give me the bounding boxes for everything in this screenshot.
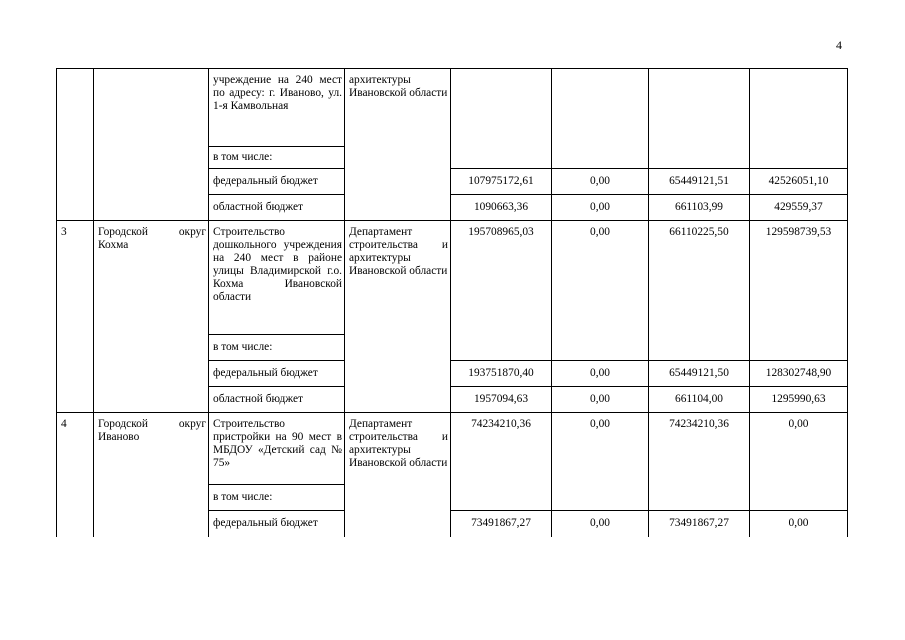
value-cell: 128302748,90 [750, 361, 848, 387]
value-cell: 73491867,27 [451, 511, 552, 537]
budget-label: федеральный бюджет [209, 511, 345, 537]
object-cell: Строительство дошкольного учреждения на 240 мест в районе улицы Владимирской г.о. Кохма Ивановской области [209, 221, 345, 335]
row-number-cell: 3 [57, 221, 94, 413]
value-cell: 0,00 [552, 413, 649, 511]
district-cell: Городской округ Кохма [94, 221, 209, 413]
subtotal-label: в том числе: [209, 335, 345, 361]
value-cell: 42526051,10 [750, 169, 848, 195]
subtotal-label: в том числе: [209, 485, 345, 511]
value-cell: 0,00 [552, 169, 649, 195]
customer-cell: Департамент строительства и архитектуры Ивановской области [345, 413, 451, 537]
value-cell [552, 69, 649, 169]
value-cell [451, 69, 552, 169]
value-cell: 0,00 [750, 413, 848, 511]
table-row [57, 413, 848, 485]
value-cell: 73491867,27 [649, 511, 750, 537]
value-cell: 429559,37 [750, 195, 848, 221]
budget-label: федеральный бюджет [209, 361, 345, 387]
customer-cell: архитектуры Ивановской области [345, 69, 451, 221]
subtotal-label: в том числе: [209, 147, 345, 169]
value-cell: 65449121,51 [649, 169, 750, 195]
budget-label: областной бюджет [209, 387, 345, 413]
value-cell: 661104,00 [649, 387, 750, 413]
value-cell: 0,00 [552, 361, 649, 387]
district-cell: Городской округ Иваново [94, 413, 209, 537]
object-cell: Строительство пристройки на 90 мест в МБДОУ «Детский сад № 75» [209, 413, 345, 485]
value-cell: 129598739,53 [750, 221, 848, 361]
value-cell: 0,00 [552, 387, 649, 413]
customer-cell: Департамент строительства и архитектуры Ивановской области [345, 221, 451, 413]
value-cell: 195708965,03 [451, 221, 552, 361]
budget-label: федеральный бюджет [209, 169, 345, 195]
value-cell: 1090663,36 [451, 195, 552, 221]
value-cell [649, 69, 750, 169]
value-cell: 74234210,36 [451, 413, 552, 511]
value-cell: 661103,99 [649, 195, 750, 221]
value-cell: 1295990,63 [750, 387, 848, 413]
value-cell: 65449121,50 [649, 361, 750, 387]
value-cell: 107975172,61 [451, 169, 552, 195]
value-cell: 193751870,40 [451, 361, 552, 387]
value-cell: 0,00 [552, 511, 649, 537]
row-number-cell: 4 [57, 413, 94, 537]
value-cell: 66110225,50 [649, 221, 750, 361]
table-row [57, 69, 848, 147]
value-cell: 0,00 [750, 511, 848, 537]
value-cell: 0,00 [552, 195, 649, 221]
page-number: 4 [836, 38, 842, 52]
row-number-cell [57, 69, 94, 221]
value-cell: 1957094,63 [451, 387, 552, 413]
value-cell [750, 69, 848, 169]
value-cell: 0,00 [552, 221, 649, 361]
table-row [57, 221, 848, 335]
budget-label: областной бюджет [209, 195, 345, 221]
budget-table [56, 68, 848, 537]
object-cell: учреждение на 240 мест по адресу: г. Иваново, ул. 1-я Камвольная [209, 69, 345, 147]
district-cell [94, 69, 209, 221]
value-cell: 74234210,36 [649, 413, 750, 511]
